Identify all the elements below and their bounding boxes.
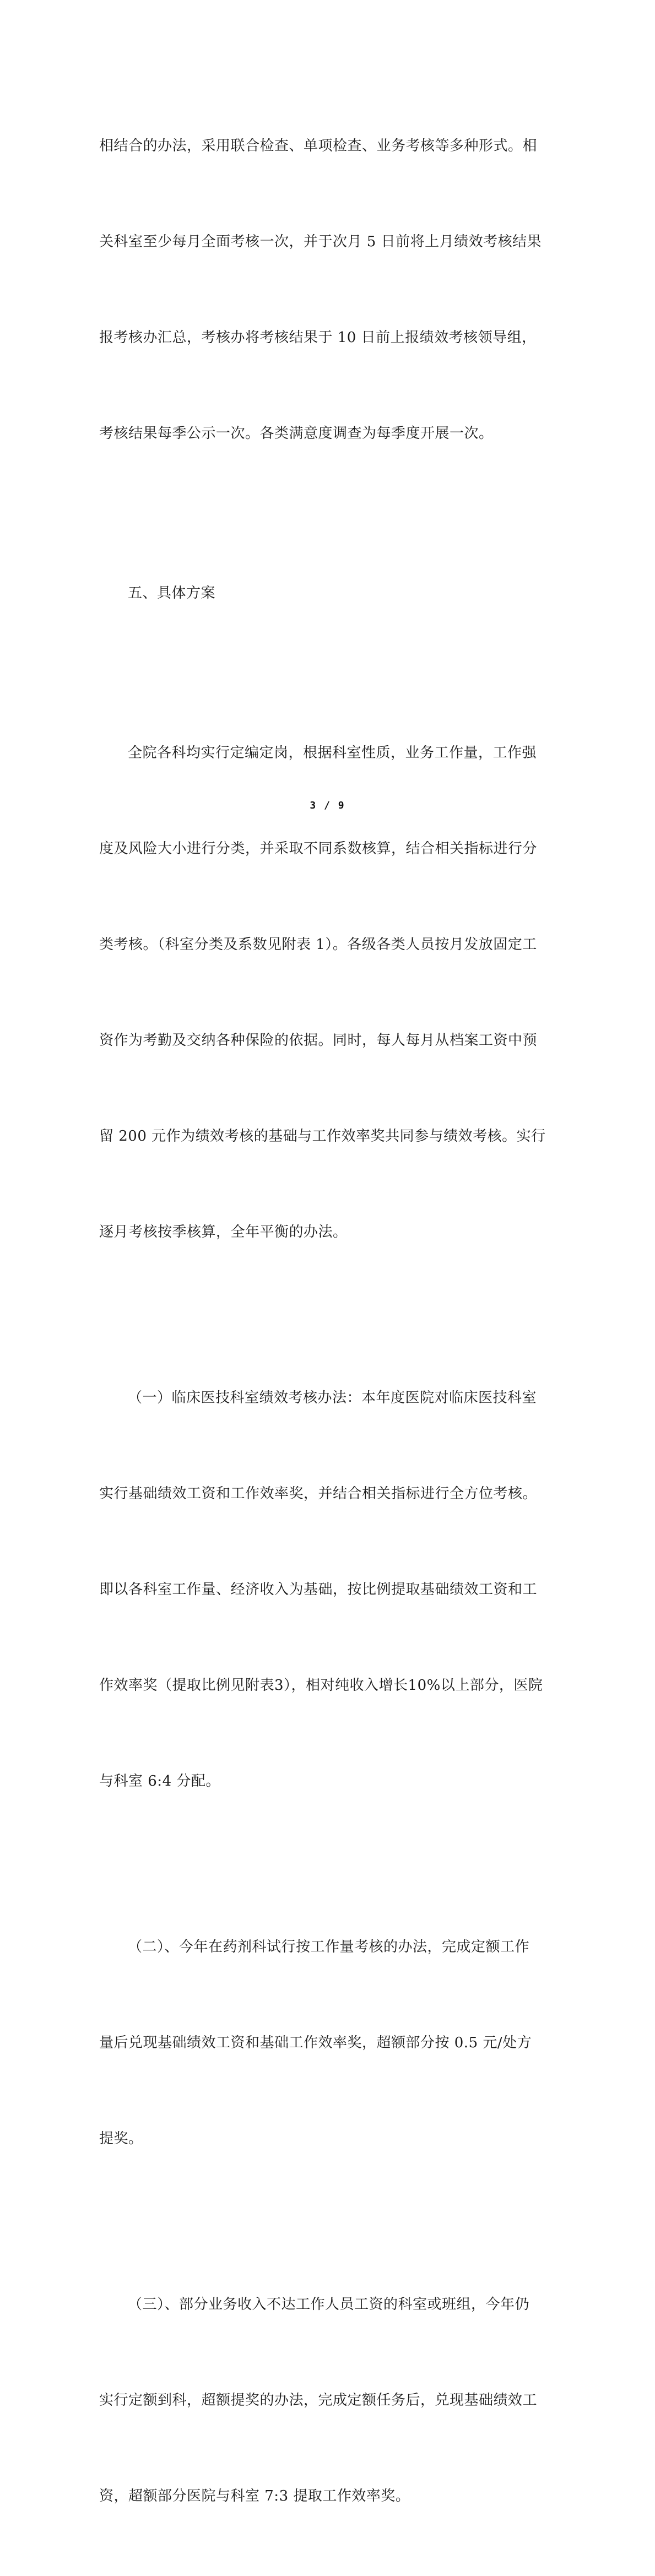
text-line: 即以各科室工作量、经济收入为基础，按比例提取基础绩效工资和工 — [99, 1581, 538, 1598]
paragraph-item-3 — [99, 2225, 562, 2576]
paragraph-gap — [99, 1861, 562, 1867]
text-line: 与科室 6:4 分配。 — [99, 1773, 220, 1789]
text-line: 实行基础绩效工资和工作效率奖，并结合相关指标进行全方位考核。 — [99, 1485, 538, 1502]
text-line: 关科室至少每月全面考核一次，并于次月 5 日前将上月绩效考核结果 — [99, 234, 542, 250]
text-line: 类考核。（科室分类及系数见附表 1）。各级各类人员按月发放固定工 — [99, 936, 537, 953]
text-line: 报考核办汇总，考核办将考核结果于 10 日前上报绩效考核领导组， — [99, 329, 537, 346]
paragraph-specific-plan — [99, 673, 562, 1312]
text-line: 全院各科均实行定编定岗，根据科室性质，业务工作量，工作强 — [128, 745, 537, 761]
paragraph-item-2 — [99, 1867, 562, 2219]
text-line: 资，超额部分医院与科室 7:3 提取工作效率奖。 — [99, 2488, 410, 2504]
text-line: （二）、今年在药剂科试行按工作量考核的办法，完成定额工作 — [128, 1939, 530, 1955]
text-line: （一）临床医技科室绩效考核办法：本年度医院对临床医技科室 — [128, 1390, 537, 1406]
text-line: 考核结果每季公示一次。各类满意度调查为每季度开展一次。 — [99, 425, 494, 442]
text-line: 相结合的办法，采用联合检查、单项检查、业务考核等多种形式。相 — [99, 138, 538, 154]
text-line: 作效率奖（提取比例见附表3），相对纯收入增长10%以上部分，医院 — [99, 1677, 543, 1694]
text-line: 留 200 元作为绩效考核的基础与工作效率奖共同参与绩效考核。实行 — [99, 1128, 546, 1145]
paragraph-gap — [99, 2219, 562, 2225]
text-line: 量后兑现基础绩效工资和基础工作效率奖，超额部分按 0.5 元/处方 — [99, 2035, 532, 2051]
text-line: （三）、部分业务收入不达工作人员工资的科室或班组，今年仍 — [128, 2296, 530, 2313]
section-heading — [99, 513, 562, 673]
paragraph-gap — [99, 1312, 562, 1318]
document-body — [99, 66, 562, 2576]
text-line: 资作为考勤及交纳各种保险的依据。同时，每人每月从档案工资中预 — [99, 1032, 538, 1049]
text-line: 提奖。 — [99, 2130, 143, 2147]
text-line: 度及风险大小进行分类，并采取不同系数核算，结合相关指标进行分 — [99, 840, 538, 857]
text-line: 实行定额到科，超额提奖的办法，完成定额任务后，兑现基础绩效工 — [99, 2392, 538, 2409]
paragraph-item-1 — [99, 1318, 562, 1861]
text-line: 逐月考核按季核算，全年平衡的办法。 — [99, 1224, 348, 1240]
paragraph-continuation — [99, 66, 562, 513]
page-number: 3 / 9 — [310, 800, 345, 811]
text-line: 五、具体方案 — [128, 585, 216, 601]
